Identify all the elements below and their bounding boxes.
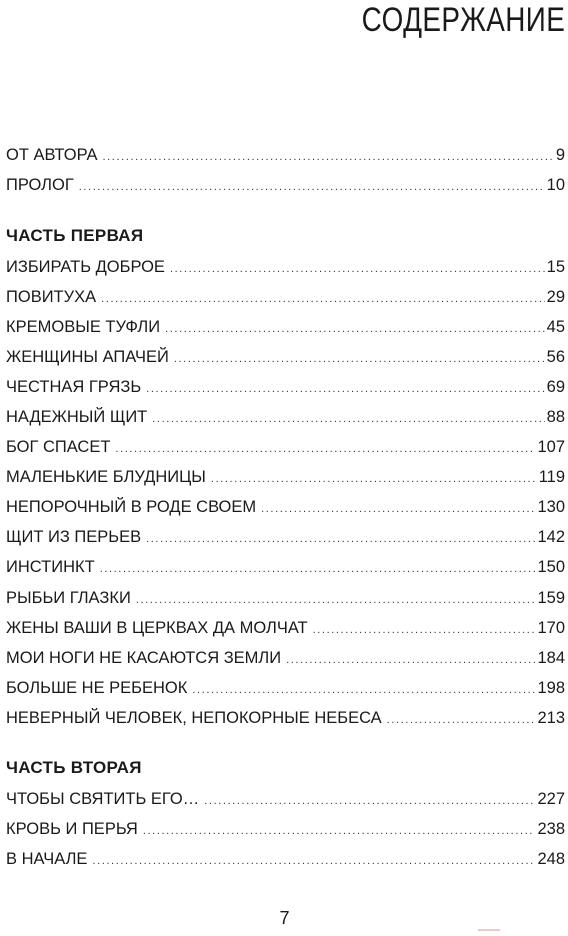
dot-leader <box>102 146 553 168</box>
dot-leader <box>136 589 536 611</box>
part-heading: ЧАСТЬ ВТОРАЯ <box>6 758 142 777</box>
dot-leader <box>165 318 545 340</box>
toc-entry <box>6 286 565 308</box>
toc-entry-page: 56 <box>546 348 565 366</box>
dot-leader <box>313 619 536 641</box>
toc-entry-title: ИНСТИНКТ <box>6 558 95 576</box>
dot-leader <box>92 850 535 872</box>
toc-entry-page: 159 <box>537 589 565 607</box>
dot-leader <box>204 790 535 812</box>
toc-entry-page: 119 <box>538 468 565 486</box>
toc-entry-title: БОГ СПАСЕТ <box>6 438 111 456</box>
page-number <box>1 907 568 929</box>
toc-entry <box>6 617 565 639</box>
dot-leader <box>170 258 545 280</box>
toc-entry <box>6 496 565 518</box>
toc-entry-title: НЕПОРОЧНЫЙ В РОДЕ СВОЕМ <box>6 498 257 516</box>
toc-entry-title: РЫБЬИ ГЛАЗКИ <box>6 589 131 607</box>
toc-entry-title: МАЛЕНЬКИЕ БЛУДНИЦЫ <box>6 468 206 486</box>
toc-entry <box>6 256 565 278</box>
toc-entry-page: 9 <box>555 146 565 164</box>
toc-entry-title: ЧЕСТНАЯ ГРЯЗЬ <box>6 378 142 396</box>
toc-entry-title: ИЗБИРАТЬ ДОБРОЕ <box>6 258 165 276</box>
toc-entry-title: БОЛЬШЕ НЕ РЕБЕНОК <box>6 679 188 697</box>
toc-entry-title: КРОВЬ И ПЕРЬЯ <box>6 820 138 838</box>
toc-entry <box>6 677 565 699</box>
toc-entry <box>6 376 565 398</box>
toc-entry-title: ЖЕНЫ ВАШИ В ЦЕРКВАХ ДА МОЛЧАТ <box>6 619 308 637</box>
dot-leader <box>100 558 536 580</box>
toc-entry-title: ЖЕНЩИНЫ АПАЧЕЙ <box>6 348 169 366</box>
dot-leader <box>146 378 544 400</box>
dot-leader <box>115 438 535 460</box>
toc-entry-title: КРЕМОВЫЕ ТУФЛИ <box>6 318 161 336</box>
toc-entry <box>6 466 565 488</box>
toc-entry <box>6 556 565 578</box>
toc-entry <box>6 848 565 870</box>
toc-entry-title: МОИ НОГИ НЕ КАСАЮТСЯ ЗЕМЛИ <box>6 649 282 667</box>
toc-entry-page: 150 <box>537 558 565 576</box>
toc-entry-page: 227 <box>537 790 565 808</box>
page-number-text: 7 <box>279 908 290 928</box>
toc-entry-page: 130 <box>537 498 565 516</box>
dot-leader <box>143 820 536 842</box>
toc-entry <box>6 144 565 166</box>
toc-entry-page: 170 <box>537 619 565 637</box>
toc-entry <box>6 436 565 458</box>
dot-leader <box>152 408 544 430</box>
toc-entry-page: 184 <box>537 649 565 667</box>
toc-entry-title: НАДЕЖНЫЙ ЩИТ <box>6 408 148 426</box>
part-heading: ЧАСТЬ ПЕРВАЯ <box>6 226 144 245</box>
dot-leader <box>79 176 545 198</box>
toc-entry-page: 238 <box>537 820 565 838</box>
toc-entry-title: В НАЧАЛЕ <box>6 850 88 868</box>
toc-entry <box>6 707 565 729</box>
toc-entry-page: 198 <box>537 679 565 697</box>
toc-entry <box>6 526 565 548</box>
toc-entry <box>6 174 565 196</box>
scan-artifact <box>478 929 500 931</box>
toc-entry-title: ЩИТ ИЗ ПЕРЬЕВ <box>6 528 142 546</box>
dot-leader <box>192 679 535 701</box>
dot-leader <box>146 528 535 550</box>
toc-entry-page: 29 <box>546 288 565 306</box>
toc-entry-title: ПОВИТУХА <box>6 288 97 306</box>
toc-entry-page: 248 <box>537 850 565 868</box>
toc-entry-title: ЧТОБЫ СВЯТИТЬ ЕГО… <box>6 790 200 808</box>
toc-entry-title: ОТ АВТОРА <box>6 146 98 164</box>
toc-entry-page: 213 <box>537 709 565 727</box>
toc-entry-page: 45 <box>546 318 565 336</box>
dot-leader <box>101 288 545 310</box>
toc-entry-title: НЕВЕРНЫЙ ЧЕЛОВЕК, НЕПОКОРНЫЕ НЕБЕСА <box>6 709 382 727</box>
toc-entry-page: 15 <box>546 258 565 276</box>
dot-leader <box>387 709 536 731</box>
dot-leader <box>261 498 535 520</box>
toc-entry <box>6 788 565 810</box>
toc-entry <box>6 346 565 368</box>
toc-entry-page: 69 <box>546 378 565 396</box>
toc-entry <box>6 406 565 428</box>
toc-entry-page: 142 <box>537 528 565 546</box>
dot-leader <box>174 348 545 370</box>
toc-entry <box>6 316 565 338</box>
dot-leader <box>286 649 535 671</box>
toc-entry-page: 107 <box>537 438 565 456</box>
toc-entry <box>6 818 565 840</box>
toc-entry <box>6 587 565 609</box>
toc-entry-page: 88 <box>546 408 565 426</box>
dot-leader <box>211 468 537 490</box>
page-title: СОДЕРЖАНИЕ <box>361 1 565 39</box>
toc-entry <box>6 647 565 669</box>
toc-entry-page: 10 <box>546 176 565 194</box>
toc-entry-title: ПРОЛОГ <box>6 176 74 194</box>
